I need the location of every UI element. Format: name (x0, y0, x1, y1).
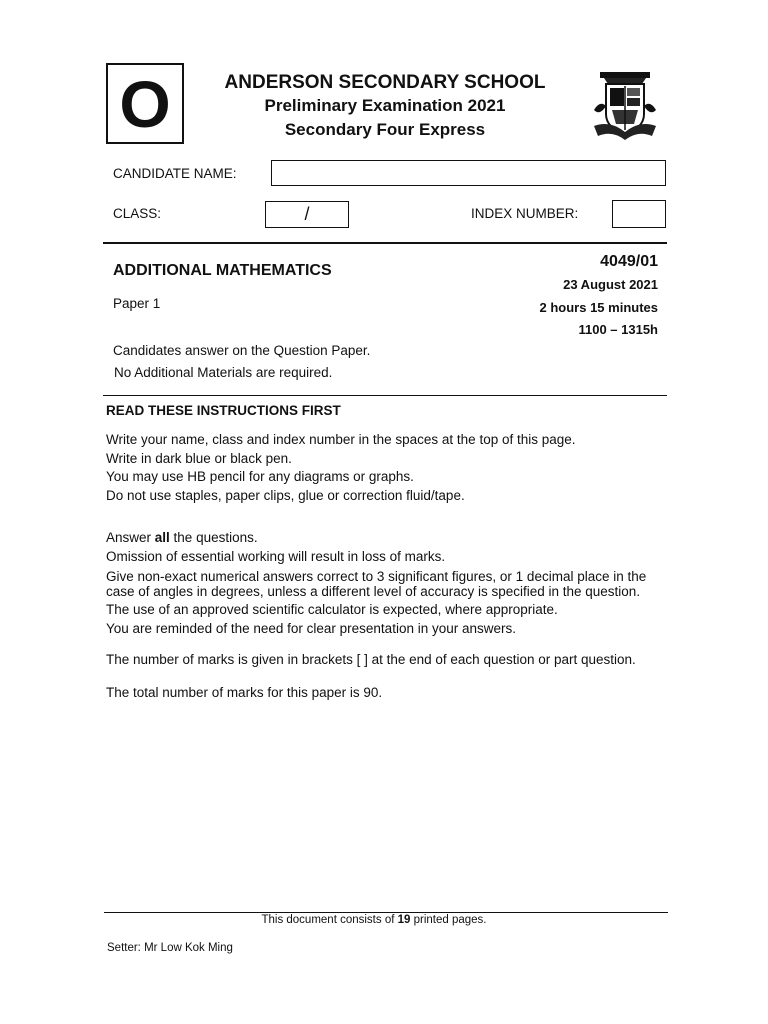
grade-letter: O (119, 66, 171, 141)
setter-name: Setter: Mr Low Kok Ming (107, 942, 233, 954)
instructions-title: READ THESE INSTRUCTIONS FIRST (106, 403, 341, 418)
paper-grade-box (106, 63, 184, 144)
class-separator: / (304, 204, 310, 224)
instruction-line: The use of an approved scientific calculator is expected, where appropriate. (106, 602, 558, 617)
total-marks-note: The total number of marks for this paper is 90. (106, 685, 383, 700)
exam-title: Preliminary Examination 2021 (264, 96, 506, 115)
candidate-name-label: CANDIDATE NAME: (113, 166, 237, 181)
page-count: 19 (397, 914, 411, 926)
instructions-group-1 (106, 431, 686, 505)
answer-note: Candidates answer on the Question Paper. (113, 343, 371, 358)
instruction-line: You may use HB pencil for any diagrams or graphs. (106, 469, 414, 484)
instruction-line: Write your name, class and index number in the spaces at the top of this page. (106, 432, 576, 447)
class-field[interactable] (265, 201, 349, 228)
page-count-note: This document consists of 19 printed pages. (261, 914, 487, 926)
candidate-name-field[interactable] (271, 160, 666, 186)
exam-level: Secondary Four Express (284, 120, 486, 139)
exam-date: 23 August 2021 (563, 277, 658, 292)
answer-all-emphasis: all (154, 530, 170, 545)
school-crest-icon (590, 70, 660, 142)
paper-code: 4049/01 (600, 253, 658, 270)
class-label: CLASS: (113, 206, 162, 221)
instruction-line: Write in dark blue or black pen. (106, 450, 292, 466)
instructions-divider (103, 395, 667, 396)
header-divider (103, 242, 667, 244)
exam-time: 1100 – 1315h (578, 322, 658, 337)
materials-note: No Additional Materials are required. (114, 365, 333, 380)
instruction-line: Omission of essential working will result in loss of marks. (106, 548, 446, 564)
instruction-line: You are reminded of the need for clear presentation in your answers. (106, 620, 516, 636)
footer-divider (104, 912, 668, 913)
answer-all-line: Answer all the questions. (106, 530, 258, 545)
instruction-line: Give non-exact numerical answers correct to 3 significant figures, or 1 decimal place in the (106, 569, 647, 584)
school-name: ANDERSON SECONDARY SCHOOL (224, 72, 546, 93)
paper-number: Paper 1 (113, 296, 161, 311)
instruction-line: case of angles in degrees, unless a different level of accuracy is specified in the question. (106, 584, 641, 599)
index-number-label: INDEX NUMBER: (471, 206, 579, 221)
index-number-field[interactable] (612, 200, 666, 228)
marks-note: The number of marks is given in brackets [ ] at the end of each question or part question. (106, 652, 636, 667)
instruction-line: Do not use staples, paper clips, glue or correction fluid/tape. (106, 487, 465, 503)
exam-duration: 2 hours 15 minutes (539, 300, 658, 315)
instructions-group-2 (106, 529, 706, 638)
school-header (200, 72, 570, 142)
subject-title: ADDITIONAL MATHEMATICS (113, 262, 332, 279)
